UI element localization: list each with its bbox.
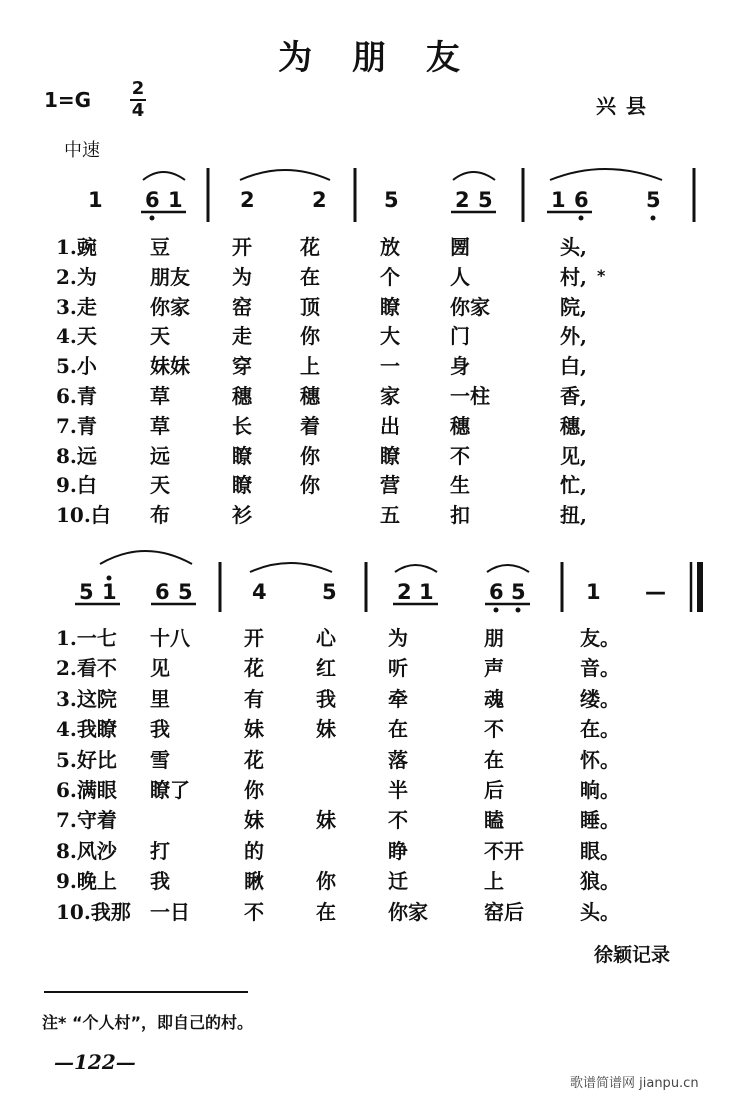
note: 4	[252, 580, 267, 604]
song-title: 为 朋 友	[278, 38, 474, 78]
note: 1	[419, 580, 434, 604]
lyric-syllable: 心	[316, 626, 336, 650]
lyric-syllable: 在	[484, 747, 504, 772]
lyric-syllable: 院,	[560, 294, 587, 319]
lyric-syllable: 忙,	[560, 473, 587, 498]
lyric-line-start: 1.一七	[56, 626, 117, 650]
lyric-syllable: 上	[484, 869, 504, 894]
lyric-syllable: 雪	[150, 747, 170, 772]
lyric-syllable: 窑后	[484, 899, 524, 924]
lyric-line-start: 9.晚上	[56, 869, 117, 894]
lyric-syllable: 大	[380, 324, 400, 349]
key-signature: 1=G	[44, 88, 92, 112]
lyric-syllable: 声	[484, 656, 504, 681]
lyric-line-start: 4.我瞭	[56, 717, 117, 742]
high-octave-dot	[107, 576, 112, 581]
lyric-syllable: 一柱	[450, 384, 490, 408]
slur	[395, 565, 437, 572]
lyric-syllable: 家	[380, 384, 400, 408]
lyric-syllable: 村,	[560, 264, 587, 289]
lyric-line-start: 2.看不	[56, 656, 117, 681]
lyric-syllable: 营	[380, 473, 400, 498]
lyric-syllable: 你家	[450, 294, 490, 319]
lyric-syllable: 妹	[244, 717, 264, 742]
lyric-syllable: 瞭	[232, 443, 252, 468]
slur	[550, 169, 662, 180]
lyric-syllable: 听	[388, 656, 408, 681]
lyric-line-start: 6.青	[56, 384, 97, 408]
low-octave-dot	[651, 216, 656, 221]
note: 5	[478, 188, 493, 212]
lyric-syllable: 你	[300, 443, 320, 468]
lyric-line-start: 4.天	[56, 324, 97, 349]
lyric-line-start: 2.为	[56, 264, 97, 289]
lyric-syllable: 我	[316, 686, 336, 711]
lyric-syllable: 天	[150, 473, 170, 498]
lyric-syllable: 我	[150, 869, 170, 894]
lyric-syllable: 花	[300, 235, 320, 259]
lyric-syllable: 打	[150, 838, 170, 863]
slur	[143, 172, 185, 180]
lyric-syllable: 在	[300, 264, 320, 289]
lyric-syllable: 衫	[232, 503, 252, 528]
lyric-syllable: 远	[150, 443, 170, 468]
note: 5	[646, 188, 661, 212]
lyric-syllable: 在。	[580, 717, 620, 742]
lyric-syllable: 妹妹	[150, 354, 190, 379]
lyric-syllable: 圐	[450, 235, 470, 259]
lyric-syllable: 你	[300, 473, 320, 498]
lyric-syllable: 开	[232, 235, 252, 259]
lyric-syllable: 睁	[388, 838, 408, 863]
note: 5	[384, 188, 399, 212]
lyric-syllable: 友。	[580, 626, 620, 650]
lyric-syllable: 一日	[150, 899, 190, 924]
footnote-marker: *	[597, 266, 606, 285]
note: 5	[178, 580, 193, 604]
lyric-syllable: 瞅	[244, 869, 264, 894]
lyric-syllable: 里	[150, 686, 170, 711]
slur	[100, 551, 192, 564]
note: 6	[145, 188, 160, 212]
lyric-syllable: 见,	[560, 443, 587, 468]
lyric-syllable: 五	[380, 503, 400, 528]
lyric-syllable: 扭,	[560, 503, 587, 528]
note: 2	[312, 188, 327, 212]
lyric-syllable: 不	[450, 443, 470, 468]
lyric-syllable: 个	[380, 264, 400, 289]
lyric-syllable: 香,	[560, 384, 587, 408]
lyric-syllable: 穗,	[560, 413, 587, 438]
lyric-syllable: 天	[150, 324, 170, 349]
lyric-syllable: 一	[380, 354, 400, 379]
note: 2	[397, 580, 412, 604]
lyric-syllable: 牵	[388, 686, 408, 711]
footnote: 注* “个人村”，即自己的村。	[42, 1013, 253, 1032]
watermark: 歌谱简谱网 jianpu.cn	[570, 1076, 699, 1091]
lyric-syllable: 布	[150, 503, 170, 528]
lyric-syllable: 头。	[580, 899, 620, 924]
lyric-syllable: 走	[232, 324, 252, 349]
lyric-syllable: 花	[244, 656, 264, 681]
lyric-syllable: 后	[484, 778, 504, 802]
note: 6	[489, 580, 504, 604]
lyric-syllable: 在	[388, 717, 408, 742]
lyric-syllable: 妹	[316, 717, 336, 742]
note: 1	[102, 580, 117, 604]
lyric-syllable: 的	[244, 838, 264, 863]
lyric-syllable: 出	[380, 413, 400, 438]
lyric-syllable: 你	[300, 324, 320, 349]
lyric-syllable: 半	[388, 778, 408, 802]
note: 6	[574, 188, 589, 212]
region-label: 兴县	[596, 94, 656, 118]
note: 2	[455, 188, 470, 212]
lyric-syllable: 你	[316, 869, 336, 894]
lyric-syllable: 你家	[388, 899, 428, 924]
lyric-line-start: 3.这院	[56, 686, 117, 711]
lyric-syllable: 怀。	[580, 747, 620, 772]
lyric-line-start: 10.我那	[56, 899, 131, 924]
lyric-syllable: 朋	[484, 626, 504, 650]
lyric-syllable: 豆	[150, 235, 170, 259]
lyric-syllable: 瞌	[484, 808, 504, 833]
lyric-syllable: 瞭了	[150, 778, 190, 802]
lyric-syllable: 不开	[484, 838, 524, 863]
lyric-syllable: 妹	[316, 808, 336, 833]
lyric-line-start: 3.走	[56, 294, 97, 319]
note: 5	[79, 580, 94, 604]
note: 1	[168, 188, 183, 212]
lyric-syllable: 十八	[150, 626, 190, 650]
lyric-line-start: 7.青	[56, 413, 97, 438]
note: 5	[511, 580, 526, 604]
lyric-syllable: 放	[380, 235, 400, 259]
lyric-syllable: 穿	[232, 354, 252, 379]
lyric-syllable: 瞭	[232, 473, 252, 498]
low-octave-dot	[494, 608, 499, 613]
lyric-syllable: 穗	[450, 413, 470, 438]
lyric-syllable: 妹	[244, 808, 264, 833]
lyric-syllable: 花	[244, 747, 264, 772]
note: 2	[240, 188, 255, 212]
lyric-syllable: 狼。	[580, 869, 620, 894]
lyric-syllable: 你家	[150, 294, 190, 319]
lyric-syllable: 长	[232, 413, 252, 438]
time-signature-top: 2	[131, 78, 145, 99]
lyric-syllable: 瞭	[380, 294, 400, 319]
lyric-syllable: 朋友	[150, 264, 190, 289]
lyric-line-start: 8.远	[56, 443, 97, 468]
lyric-syllable: 落	[388, 747, 408, 772]
slur	[453, 172, 495, 180]
lyric-syllable: 穗	[300, 384, 320, 408]
lyric-line-start: 5.小	[56, 354, 97, 379]
lyric-syllable: 白,	[560, 354, 587, 379]
lyric-syllable: 窑	[232, 294, 252, 319]
lyric-syllable: 不	[388, 808, 408, 833]
lyric-syllable: 魂	[484, 686, 504, 711]
lyric-syllable: 着	[300, 413, 320, 438]
lyric-syllable: 外,	[560, 324, 587, 349]
lyric-line-start: 9.白	[56, 473, 97, 498]
lyric-line-start: 1.豌	[56, 235, 97, 259]
lyric-syllable: 不	[244, 899, 264, 924]
note: 5	[322, 580, 337, 604]
note: 1	[586, 580, 601, 604]
lyric-syllable: 身	[450, 354, 470, 379]
lyric-syllable: 迁	[388, 869, 408, 894]
lyric-syllable: 为	[232, 264, 252, 289]
lyric-syllable: 草	[150, 413, 170, 438]
lyric-syllable: 头,	[560, 235, 587, 259]
lyric-syllable: 人	[450, 264, 470, 289]
lyric-syllable: 扣	[450, 503, 470, 528]
lyric-syllable: 眼。	[580, 838, 620, 863]
lyric-syllable: 为	[388, 626, 408, 650]
note: 1	[88, 188, 103, 212]
lyric-syllable: 晌。	[580, 778, 620, 802]
slur	[250, 563, 332, 572]
note: 6	[155, 580, 170, 604]
lyric-syllable: 不	[484, 717, 504, 742]
note: —	[645, 580, 666, 604]
lyric-syllable: 生	[450, 473, 470, 498]
transcriber-credit: 徐颖记录	[594, 944, 671, 966]
lyric-syllable: 上	[300, 354, 320, 379]
lyric-line-start: 10.白	[56, 503, 111, 528]
low-octave-dot	[579, 216, 584, 221]
lyric-syllable: 瞭	[380, 443, 400, 468]
lyric-line-start: 7.守着	[56, 808, 117, 833]
lyric-syllable: 睡。	[580, 808, 620, 833]
page-number: —122—	[54, 1050, 136, 1074]
lyric-syllable: 门	[450, 324, 470, 349]
low-octave-dot	[150, 216, 155, 221]
slur	[240, 170, 330, 180]
lyric-syllable: 穗	[232, 384, 252, 408]
slur	[487, 565, 529, 572]
lyric-syllable: 有	[244, 686, 264, 711]
lyric-syllable: 红	[316, 656, 336, 681]
lyric-syllable: 顶	[300, 294, 320, 319]
lyric-line-start: 5.好比	[56, 747, 117, 772]
lyric-syllable: 在	[316, 899, 336, 924]
lyric-syllable: 你	[244, 778, 264, 802]
tempo-marking: 中速	[64, 140, 100, 161]
lyric-syllable: 我	[150, 717, 170, 742]
lyric-syllable: 草	[150, 384, 170, 408]
lyric-syllable: 音。	[580, 656, 620, 681]
lyric-line-start: 8.风沙	[56, 838, 117, 863]
note: 1	[551, 188, 566, 212]
lyric-line-start: 6.满眼	[56, 778, 117, 802]
low-octave-dot	[516, 608, 521, 613]
lyric-syllable: 缕。	[580, 686, 620, 711]
time-signature-bottom: 4	[131, 100, 145, 121]
lyric-syllable: 见	[150, 656, 170, 681]
lyric-syllable: 开	[244, 626, 264, 650]
